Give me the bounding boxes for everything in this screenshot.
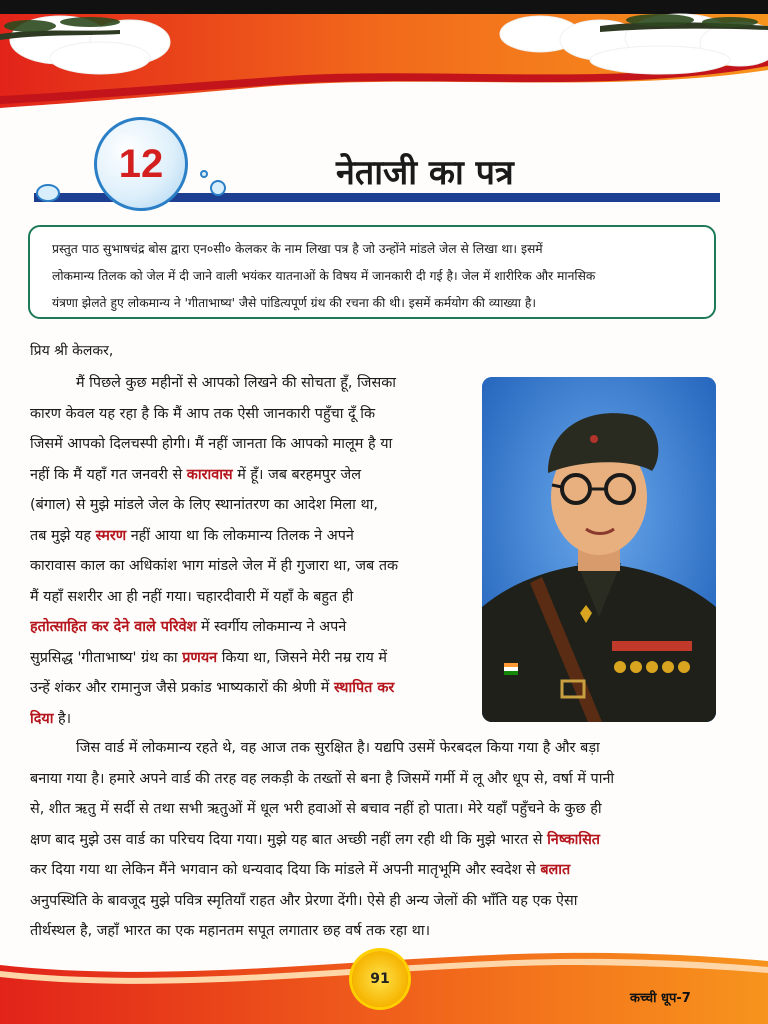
highlighted-word: स्मरण [95,527,127,544]
text-run: बनाया गया है। हमारे अपने वार्ड की तरह वह लकड़ी के तख्तों से बना है जिसमें गर्मी में लू और धूप से, वर्षा में पानी [30,770,615,787]
text-run: नहीं आया था कि लोकमान्य तिलक ने अपने [126,527,354,544]
header-decoration [0,0,768,120]
netaji-portrait-image [482,377,716,722]
highlighted-word: बलात [540,862,571,878]
text-line [30,704,470,735]
text-run: किया था, जिसने मेरी नम्र राय में [217,649,388,666]
text-run: मैं पिछले कुछ महीनों से आपको लिखने की सोचता हूँ, जिसका [76,375,396,391]
text-run: (बंगाल) से मुझे मांडले जेल के लिए स्थानांतरण का आदेश मिला था, [30,497,378,513]
text-line [30,643,470,674]
highlighted-word: दिया [30,710,54,727]
text-run: नहीं कि मैं यहाँ गत जनवरी से [30,466,187,483]
text-line [30,825,720,856]
text-line [30,733,720,764]
text-run: जिसमें आपको दिलचस्पी होगी। मैं नहीं जानता कि आपको मालूम है या [30,436,393,452]
text-run: से, शीत ऋतु में सर्दी से तथा सभी ऋतुओं में धूल भरी हवाओं से बचाव नहीं हो पाता। मेरे यहाँ पहुँचने के कुछ ही [30,801,602,817]
text-run: कारावास काल का अधिकांश भाग मांडले जेल में ही गुजारा था, जब तक [30,558,399,574]
text-line [30,490,470,521]
page-number: 91 [370,971,390,987]
text-line [30,794,720,825]
letter-salutation: प्रिय श्री केलकर, [30,343,114,359]
highlighted-word: प्रणयन [182,649,218,666]
text-run: कर दिया गया था लेकिन मैंने भगवान को धन्यवाद दिया कि मांडले में अपनी मातृभूमि और स्वदेश से [30,862,541,878]
highlighted-word: कारावास [186,466,233,483]
highlighted-word: हतोत्साहित कर देने वाले परिवेश [30,619,197,635]
intro-line: यंत्रणा झेलते हुए लोकमान्य ने 'गीताभाष्य' जैसे पांडित्यपूर्ण ग्रंथ की रचना की थी। इसमें कर्मयोग की व्याख्या है। [52,296,537,310]
page-number-badge [352,951,408,1007]
chapter-number-badge [94,117,188,211]
text-run: क्षण बाद मुझे उस वार्ड का परिचय दिया गया। मुझे यह बात अच्छी नहीं लग रही थी कि मुझे भारत से [30,831,548,848]
text-line [30,551,470,582]
highlighted-word: स्थापित कर [333,680,395,696]
intro-line: लोकमान्य तिलक को जेल में दी जाने वाली भयंकर यातनाओं के विषय में जानकारी दी गई है। जेल में शारीरिक और मानसिक [52,269,596,283]
text-line [30,399,470,430]
text-line [30,368,470,399]
letter-paragraph-2 [30,733,720,947]
text-line [30,521,470,552]
text-run: में हूँ। जब बरहमपुर जेल [232,466,361,483]
text-run: तीर्थस्थल है, जहाँ भारत का एक महानतम सपूत लगातार छह वर्ष तक रहा था। [30,923,431,939]
text-line [30,886,720,917]
text-run: कारण केवल यह रहा है कि मैं आप तक ऐसी जानकारी पहुँचा दूँ कि [30,405,376,422]
chapter-number: 12 [118,141,164,186]
text-run: है। [53,710,72,727]
highlighted-word: निष्कासित [547,831,601,848]
decor-bubble [210,180,226,196]
text-run: उन्हें शंकर और रामानुज जैसे प्रकांड भाष्यकारों की श्रेणी में [30,680,334,696]
decor-bubble [200,170,208,178]
text-run: मैं यहाँ सशरीर आ ही नहीं गया। चहारदीवारी में यहाँ के बहुत ही [30,588,354,605]
chapter-title: नेताजी का पत्र [336,153,514,193]
text-run: तब मुझे यह [30,527,96,544]
text-line [30,673,470,704]
text-line [30,582,470,613]
letter-paragraph-1 [30,368,470,734]
intro-line: प्रस्तुत पाठ सुभाषचंद्र बोस द्वारा एन०सी० केलकर के नाम लिखा पत्र है जो उन्होंने मांडले जेल से लिखा था। इसमें [52,242,543,256]
text-line [30,460,470,491]
text-line [30,612,470,643]
portrait-illustration [482,377,716,722]
intro-summary-box [28,225,716,319]
text-run: सुप्रसिद्ध 'गीताभाष्य' ग्रंथ का [30,649,183,666]
text-line [30,764,720,795]
text-run: में स्वर्गीय लोकमान्य ने अपने [196,619,347,635]
text-run: जिस वार्ड में लोकमान्य रहते थे, वह आज तक सुरक्षित है। यद्यपि उसमें फेरबदल किया गया है और बड़ा [76,740,600,756]
text-run: अनुपस्थिति के बावजूद मुझे पवित्र स्मृतियाँ राहत और प्रेरणा देंगी। ऐसे ही अन्य जेलों की भाँति यह एक ऐसा [30,892,578,909]
text-line [30,855,720,886]
decor-bubble [36,184,60,202]
text-line [30,429,470,460]
book-label: कच्ची धूप-7 [630,991,691,1006]
